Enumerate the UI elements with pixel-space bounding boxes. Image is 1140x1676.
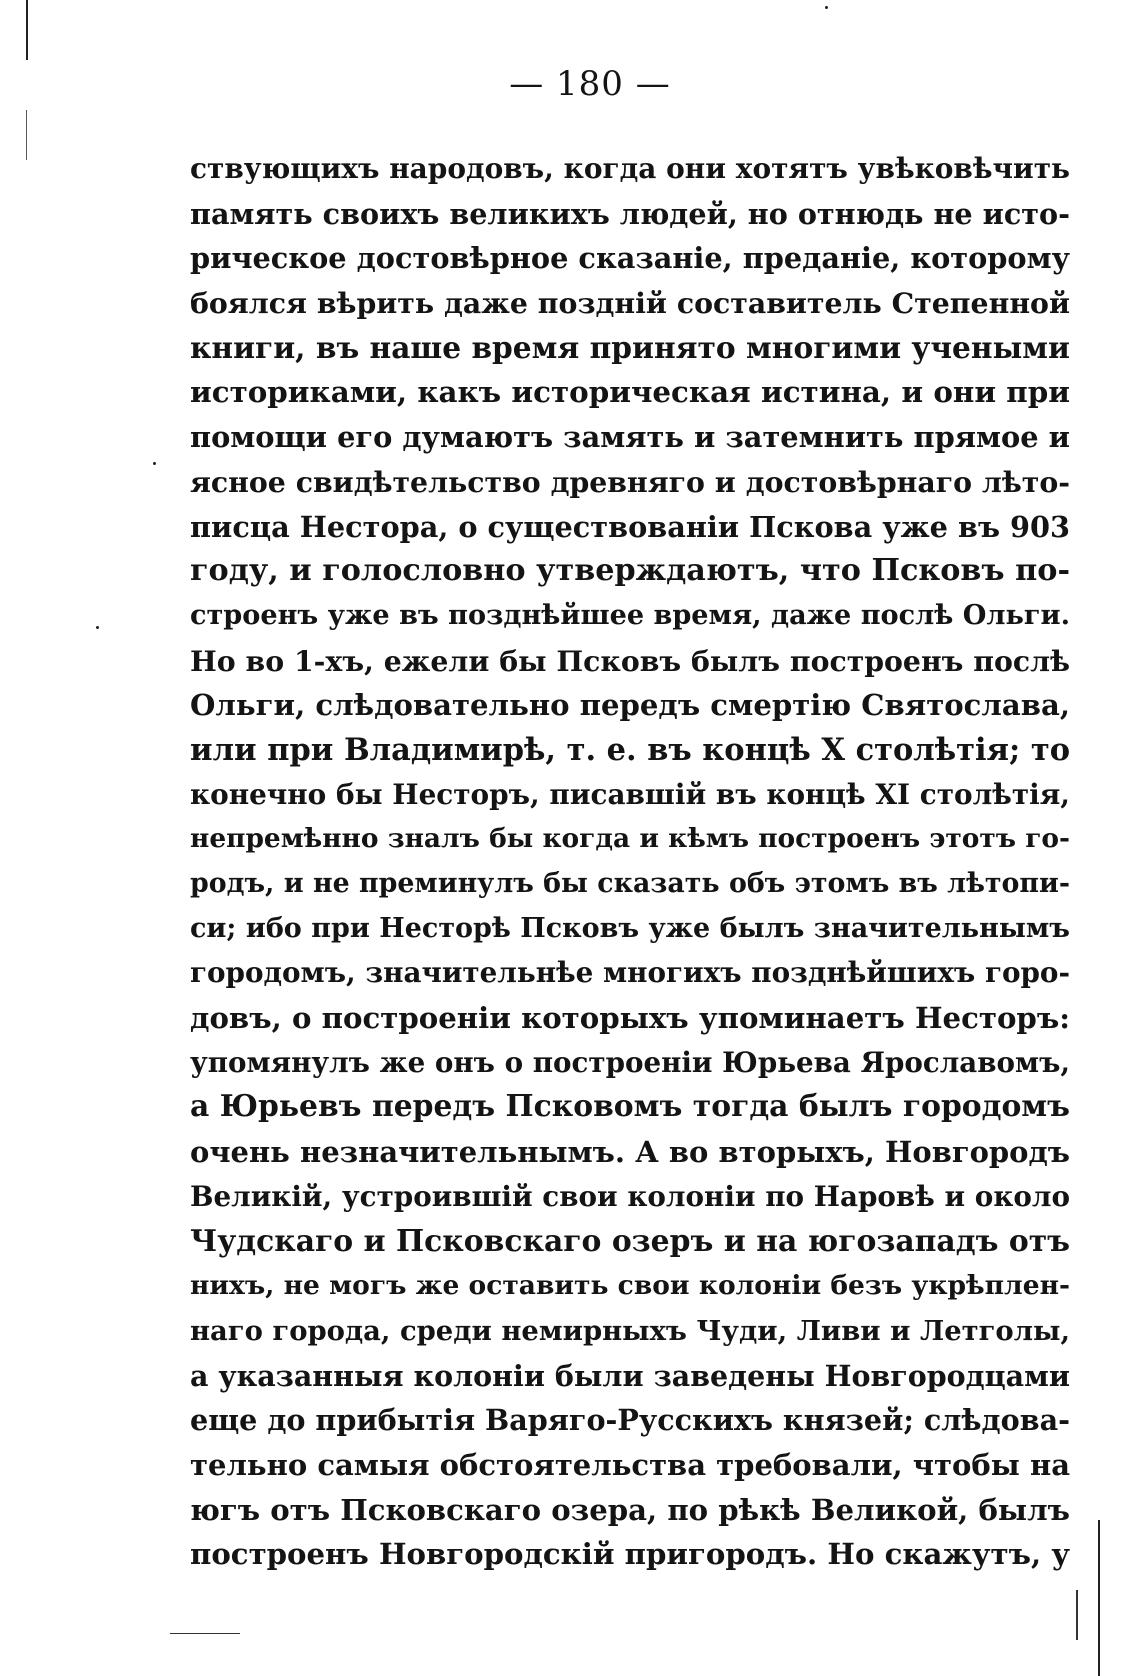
text-line: еще до прибытія Варяго-Русскихъ князей; слѣдова- <box>190 1403 1070 1438</box>
text-line: историками, какъ историческая истина, и они при <box>190 374 1070 410</box>
text-line: непремѣнно зналъ бы когда и кѣмъ построенъ этотъ го- <box>190 823 1070 855</box>
text-line: или при Владимирѣ, т. е. въ концѣ X столѣтія; то <box>190 731 1070 768</box>
page-number: — 180 — <box>509 64 671 104</box>
text-line: наго города, среди немирныхъ Чуди, Ливи и Летголы, <box>190 1314 1070 1347</box>
text-line: а Юрьевъ передъ Псковомъ тогда былъ городомъ <box>190 1089 1070 1125</box>
text-line: Ольги, слѣдовательно передъ смертію Святослава, <box>190 688 1070 723</box>
text-line: Великій, устроившій свои колоніи по Наровѣ и около <box>190 1179 1070 1213</box>
text-line: Но во 1-хъ, ежели бы Псковъ былъ построенъ послѣ <box>190 643 1070 678</box>
text-line: конечно бы Несторъ, писавшій въ концѣ XI столѣтія, <box>190 777 1070 811</box>
footer-rule <box>170 1633 240 1634</box>
text-line: ствующихъ народовъ, когда они хотятъ увѣковѣчить <box>190 152 1070 185</box>
scan-edge-mark-left-lower <box>26 110 27 160</box>
text-line: книги, въ наше время принято многими учеными <box>190 329 1070 365</box>
text-line: тельно самыя обстоятельства требовали, чтобы на <box>190 1447 1070 1482</box>
speck-mark <box>825 6 828 9</box>
text-line: городомъ, значительнѣе многихъ позднѣйшихъ горо- <box>190 956 1070 990</box>
text-line: упомянулъ же онъ о построеніи Юрьева Ярославомъ, <box>190 1045 1070 1079</box>
speck-mark <box>153 462 156 465</box>
text-line: ясное свидѣтельство древняго и достовѣрнаго лѣто- <box>190 464 1070 499</box>
text-line: довъ, о построеніи которыхъ упоминаетъ Несторъ: <box>190 1001 1070 1036</box>
body-text <box>190 147 1070 1577</box>
text-line: году, и голословно утверждаютъ, что Псковъ по- <box>190 553 1070 589</box>
speck-mark <box>96 626 99 629</box>
text-line: боялся вѣрить даже поздній составитель Степенной <box>190 286 1070 321</box>
text-line: писца Нестора, о существованіи Пскова уже въ 903 <box>190 509 1070 544</box>
scan-edge-mark-right <box>1098 1520 1100 1676</box>
text-line: а указанныя колоніи были заведены Новгородцами <box>190 1358 1070 1393</box>
text-line: помощи его думаютъ замять и затемнить прямое и <box>190 420 1070 455</box>
text-line: родъ, и не преминулъ бы сказать объ этомъ въ лѣтопи- <box>190 868 1070 899</box>
text-line: очень незначительнымъ. А во вторыхъ, Новгородъ <box>190 1135 1070 1170</box>
text-line: нихъ, не могъ же оставить свои колоніи безъ укрѣплен- <box>190 1270 1070 1302</box>
text-line: рическое достовѣрное сказаніе, преданіе, которому <box>190 241 1070 276</box>
text-line: югъ отъ Псковскаго озера, по рѣкѣ Великой, былъ <box>190 1492 1070 1527</box>
text-line: Чудскаго и Псковскаго озеръ и на югозападъ отъ <box>190 1223 1070 1259</box>
scan-edge-mark-right-inner <box>1076 1590 1078 1640</box>
text-line: строенъ уже въ позднѣйшее время, даже послѣ Ольги. <box>190 599 1070 631</box>
text-line: построенъ Новгородскій пригородъ. Но скажутъ, у <box>190 1537 1070 1572</box>
scan-edge-mark-left <box>26 0 28 60</box>
text-line: си; ибо при Несторѣ Псковъ уже былъ значительнымъ <box>190 912 1070 944</box>
text-line: память своихъ великихъ людей, но отнюдь не исто- <box>190 196 1070 231</box>
